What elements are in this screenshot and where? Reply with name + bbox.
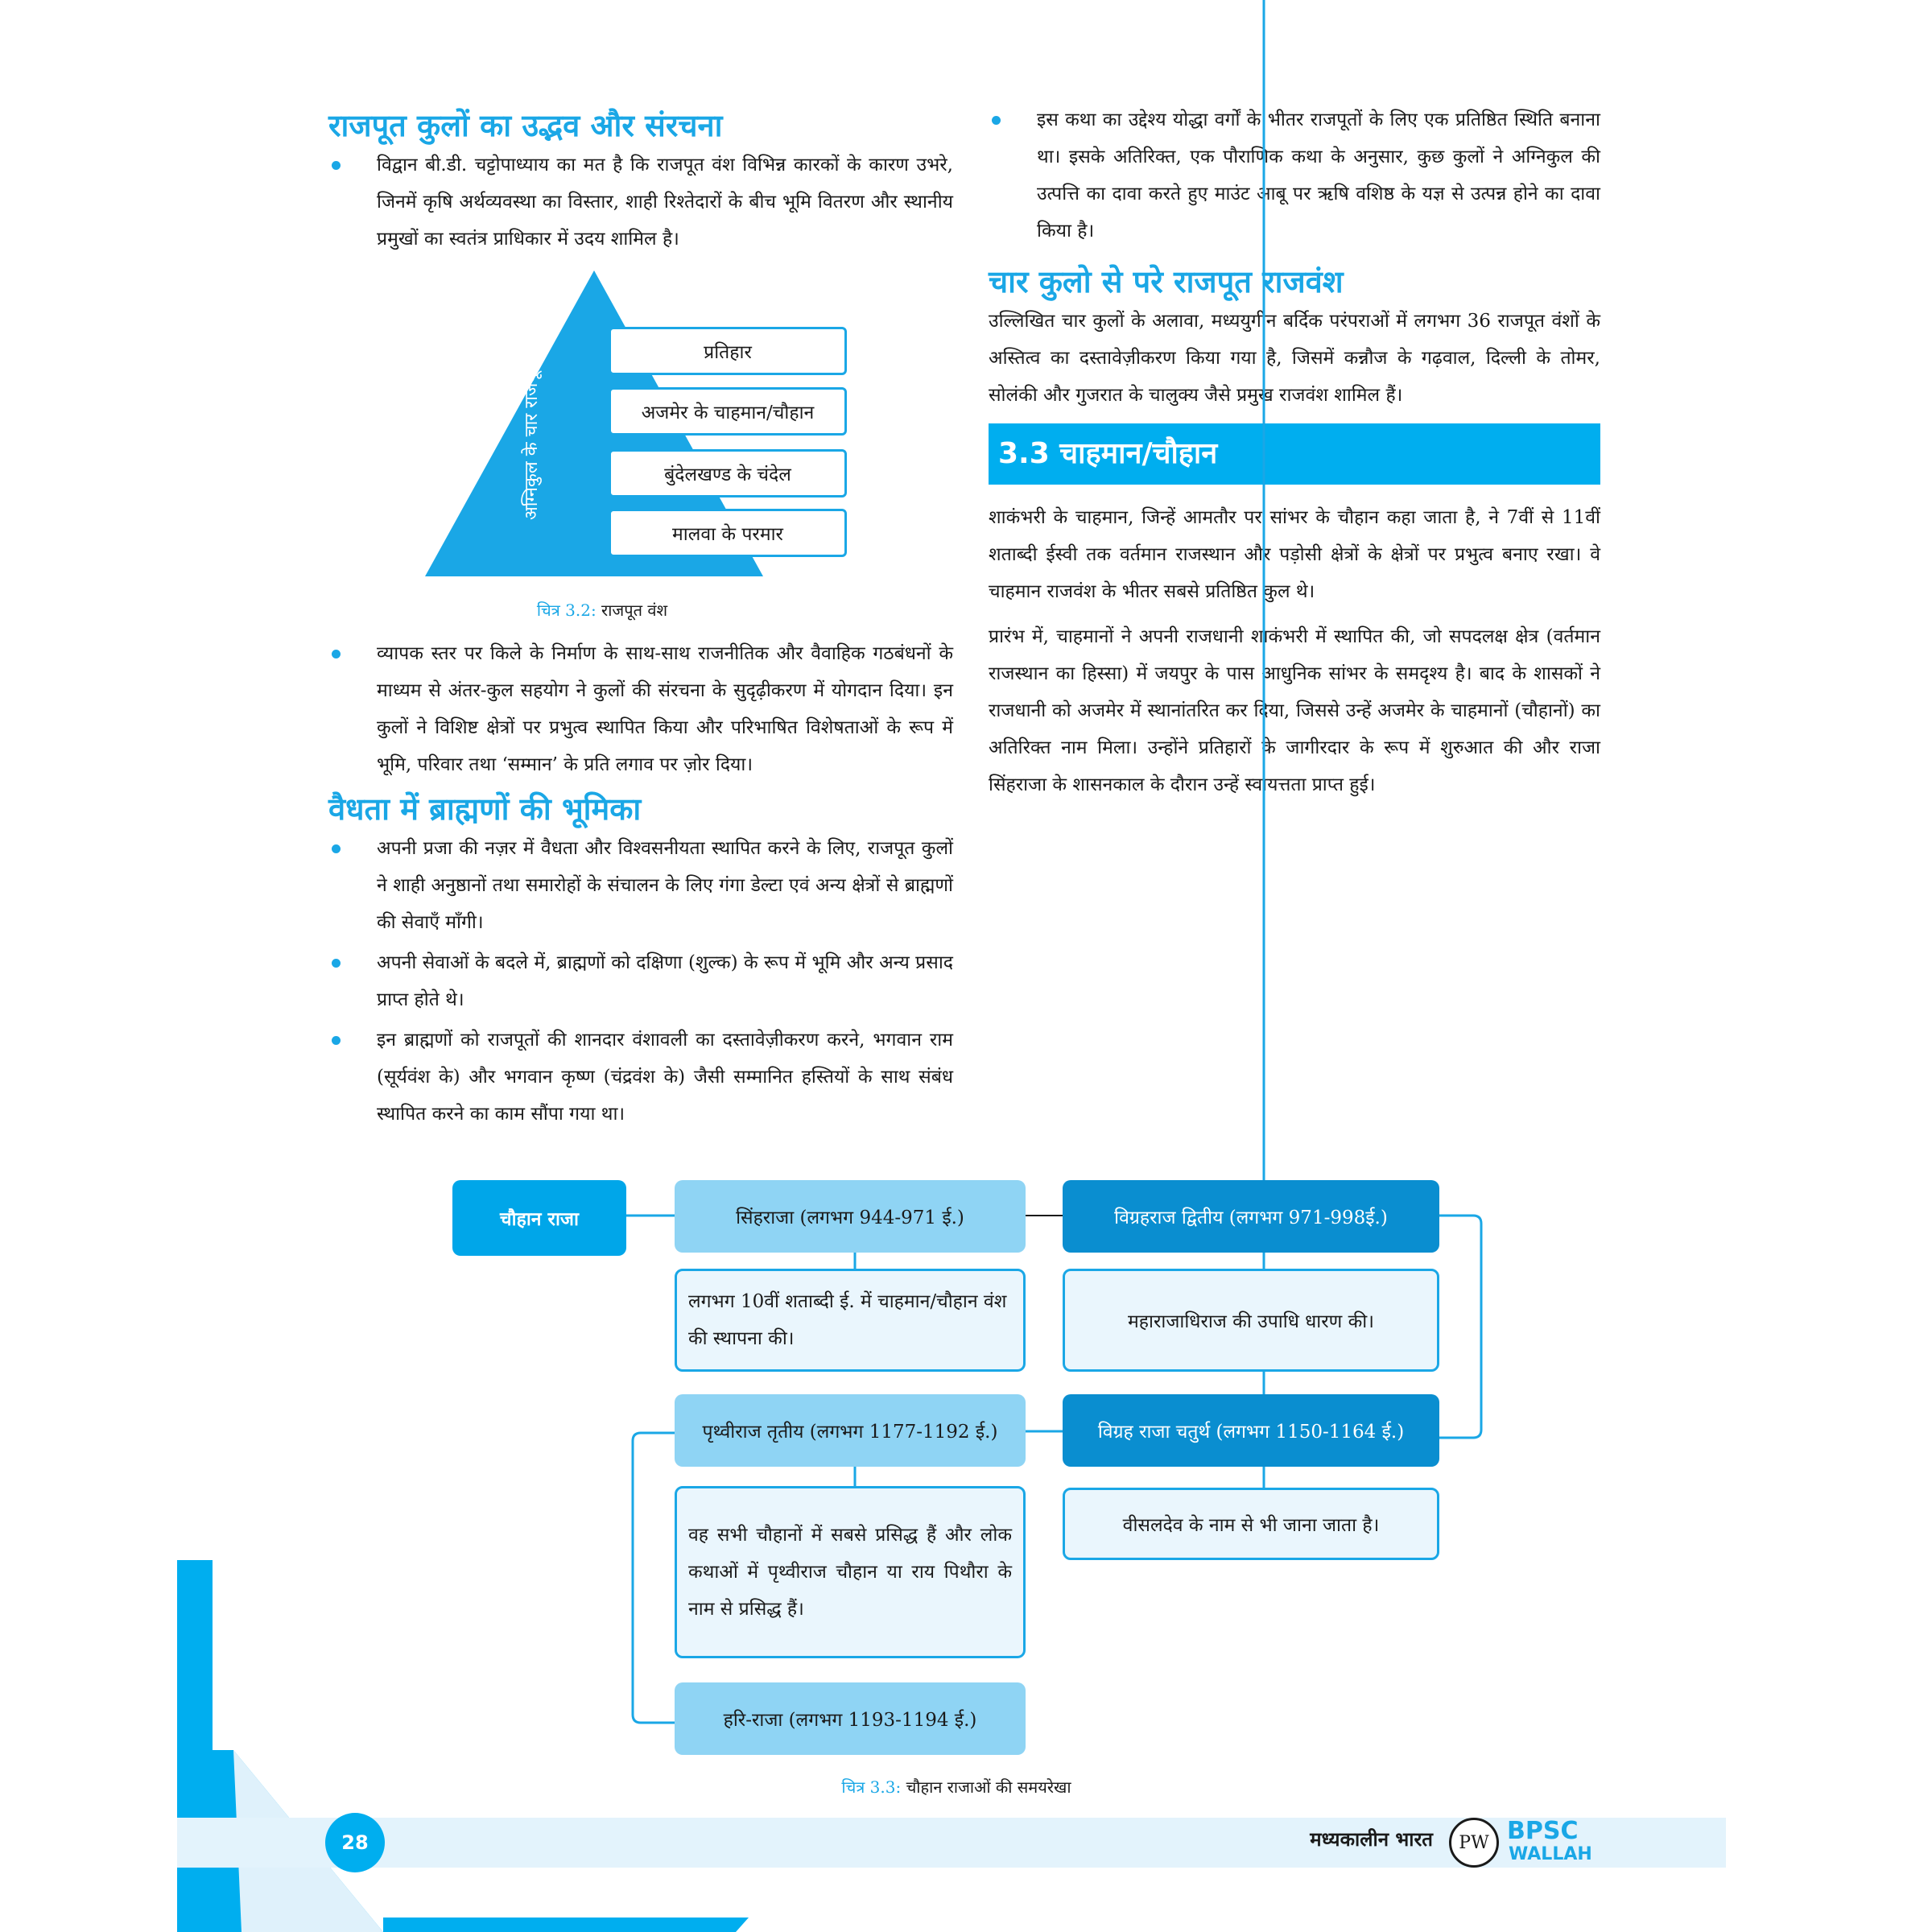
bullet-icon (332, 161, 341, 170)
node-hariraja: हरि-राजा (लगभग 1193-1194 ई.) (675, 1682, 1026, 1755)
pyramid-side-label: अग्निकुल के चार राजपूत वंश (522, 335, 542, 520)
section-heading-brahmins: वैधता में ब्राह्मणों की भूमिका (328, 791, 642, 827)
logo-text-wallah: WALLAH (1509, 1844, 1592, 1864)
pyramid-item-chandel: बुंदेलखण्ड के चंदेल (609, 449, 847, 497)
list-item (989, 101, 1600, 250)
caption-text: चौहान राजाओं की समयरेखा (901, 1777, 1071, 1797)
caption-label: चित्र 3.2: (536, 601, 597, 620)
pyramid-item-pratihara: प्रतिहार (609, 327, 847, 375)
note-simharaja: लगभग 10वीं शताब्दी ई. में चाहमान/चौहान वंश की स्थापना की। (675, 1269, 1026, 1372)
paragraph-36-dynasties: उल्लिखित चार कुलों के अलावा, मध्ययुगीन बर्दिक परंपराओं में लगभग 36 राजपूत वंशों के अस्तित्व का दस्तावेज़ीकरण किया गया है, जिसमें कन्नौज के गढ़वाल, दिल्ली के तोमर, सोलंकी और गुजरात के चालुक्य जैसे प्रमुख राजवंश शामिल हैं। (989, 311, 1600, 406)
agnikula-bullets (989, 101, 1600, 250)
bullet-text: अपनी प्रजा की नज़र में वैधता और विश्वसनीयता स्थापित करने के लिए, राजपूत कुलों ने शाही अनुष्ठानों तथा समारोहों के संचालन के लिए गंगा डेल्टा एवं अन्य क्षेत्रों से ब्राह्मणों की सेवाएँ माँगी। (377, 838, 953, 933)
bullet-text: इस कथा का उद्देश्य योद्धा वर्गों के भीतर राजपूतों के लिए एक प्रतिष्ठित स्थिति बनाना था। इसके अतिरिक्त, एक पौराणिक कथा के अनुसार, कुछ कुलों ने अग्निकुल की उत्पत्ति का दावा करते हुए माउंट आबू पर ऋषि वशिष्ठ के यज्ञ से उत्पन्न होने का दावा किया है। (1037, 109, 1600, 242)
brahmin-bullets (328, 830, 953, 1133)
node-simharaja: सिंहराजा (लगभग 944-971 ई.) (675, 1180, 1026, 1253)
list-item (328, 147, 953, 258)
note-prithviraj-3: वह सभी चौहानों में सबसे प्रसिद्ध हैं और लोक कथाओं में पृथ्वीराज चौहान या राय पिथौरा के नाम से प्रसिद्ध हैं। (675, 1486, 1026, 1658)
bullet-icon (332, 650, 341, 658)
caption-label: चित्र 3.3: (841, 1777, 902, 1797)
section-title-3-3: 3.3 चाहमान/चौहान (989, 423, 1600, 485)
pyramid-item-paramara: मालवा के परमार (609, 509, 847, 557)
right-column (989, 101, 1600, 803)
bullet-text: व्यापक स्तर पर किले के निर्माण के साथ-साथ राजनीतिक और वैवाहिक गठबंधनों के माध्यम से अंतर-कुल सहयोग ने कुलों की संरचना के सुदृढ़ीकरण में योगदान दिया। इन कुलों ने विशिष्ट क्षेत्रों पर प्रभुत्व स्थापित किया और परिभाषित विशेषताओं के रूप में भूमि, परिवार तथा ‘सम्मान’ के प्रति लगाव पर ज़ोर दिया। (377, 643, 953, 775)
node-vigraharaja-2: विग्रहराज द्वितीय (लगभग 971-998ई.) (1063, 1180, 1439, 1253)
bullet-icon (332, 959, 341, 968)
section-heading-origin: राजपूत कुलों का उद्भव और संरचना (328, 108, 723, 143)
list-item (328, 635, 953, 783)
list-item (328, 944, 953, 1018)
bullet-icon (992, 116, 1001, 125)
paragraph-capital: प्रारंभ में, चाहमानों ने अपनी राजधानी शाकंभरी में स्थापित की, जो सपदलक्ष क्षेत्र (वर्तमान राजस्थान का हिस्सा) में जयपुर के पास आधुनिक सांभर के समदृश्य है। बाद के शासकों ने राजधानी को अजमेर में स्थानांतरित कर दिया, जिससे उन्हें अजमेर के चाहमानों (चौहानों) का अतिरिक्त नाम मिला। उन्होंने प्रतिहारों के जागीरदार के रूप में शुरुआत की और राजा सिंहराजा के शासनकाल के दौरान उन्हें स्वायत्तता प्राप्त हुई। (989, 626, 1600, 795)
left-column (328, 105, 953, 1136)
node-vigraharaja-4: विग्रह राजा चतुर्थ (लगभग 1150-1164 ई.) (1063, 1394, 1439, 1467)
list-item (328, 1022, 953, 1133)
paragraph-shakambhari: शाकंभरी के चाहमान, जिन्हें आमतौर पर सांभर के चौहान कहा जाता है, ने 7वीं से 11वीं शताब्दी ईस्वी तक वर्तमान राजस्थान और पड़ोसी क्षेत्रों के क्षेत्रों पर प्रभुत्व बनाए रखा। वे चाहमान राजवंश के भीतर सबसे प्रतिष्ठित कुल थे। (989, 507, 1600, 602)
book-title: मध्यकालीन भारत (1310, 1828, 1433, 1851)
page-number: 28 (325, 1813, 385, 1872)
bpsc-wallah-logo (1449, 1818, 1610, 1869)
origin-bullets (328, 147, 953, 258)
timeline-root-chauhan-kings: चौहान राजा (452, 1180, 626, 1256)
pyramid-figure (328, 270, 953, 609)
pw-logo-icon: PW (1449, 1818, 1499, 1868)
node-prithviraj-3: पृथ्वीराज तृतीय (लगभग 1177-1192 ई.) (675, 1394, 1026, 1467)
bullet-icon (332, 1036, 341, 1045)
bullet-text: विद्वान बी.डी. चट्टोपाध्याय का मत है कि राजपूत वंश विभिन्न कारकों के कारण उभरे, जिनमें कृषि अर्थव्यवस्था का विस्तार, शाही रिश्तेदारों के बीच भूमि वितरण और स्थानीय प्रमुखों का स्वतंत्र प्राधिकार में उदय शामिल है। (377, 155, 953, 250)
pyramid-item-chauhan: अजमेर के चाहमान/चौहान (609, 387, 847, 436)
bullet-icon (332, 844, 341, 853)
alliance-bullets (328, 635, 953, 783)
note-vigraharaja-2: महाराजाधिराज की उपाधि धारण की। (1063, 1269, 1439, 1372)
bullet-text: इन ब्राह्मणों को राजपूतों की शानदार वंशावली का दस्तावेज़ीकरण करने, भगवान राम (सूर्यवंश के) और भगवान कृष्ण (चंद्रवंश के) जैसी सम्मानित हस्तियों के साथ संबंध स्थापित करने का काम सौंपा गया था। (377, 1030, 953, 1125)
note-vigraharaja-4: वीसलदेव के नाम से भी जाना जाता है। (1063, 1488, 1439, 1560)
bullet-text: अपनी सेवाओं के बदले में, ब्राह्मणों को दक्षिणा (शुल्क) के रूप में भूमि और अन्य प्रसाद प्राप्त होते थे। (377, 952, 953, 1010)
section-heading-beyond-four: चार कुलो से परे राजपूत राजवंश (989, 264, 1344, 299)
caption-text: राजपूत वंश (596, 601, 668, 620)
logo-text-bpsc: BPSC (1507, 1817, 1579, 1845)
list-item (328, 830, 953, 941)
